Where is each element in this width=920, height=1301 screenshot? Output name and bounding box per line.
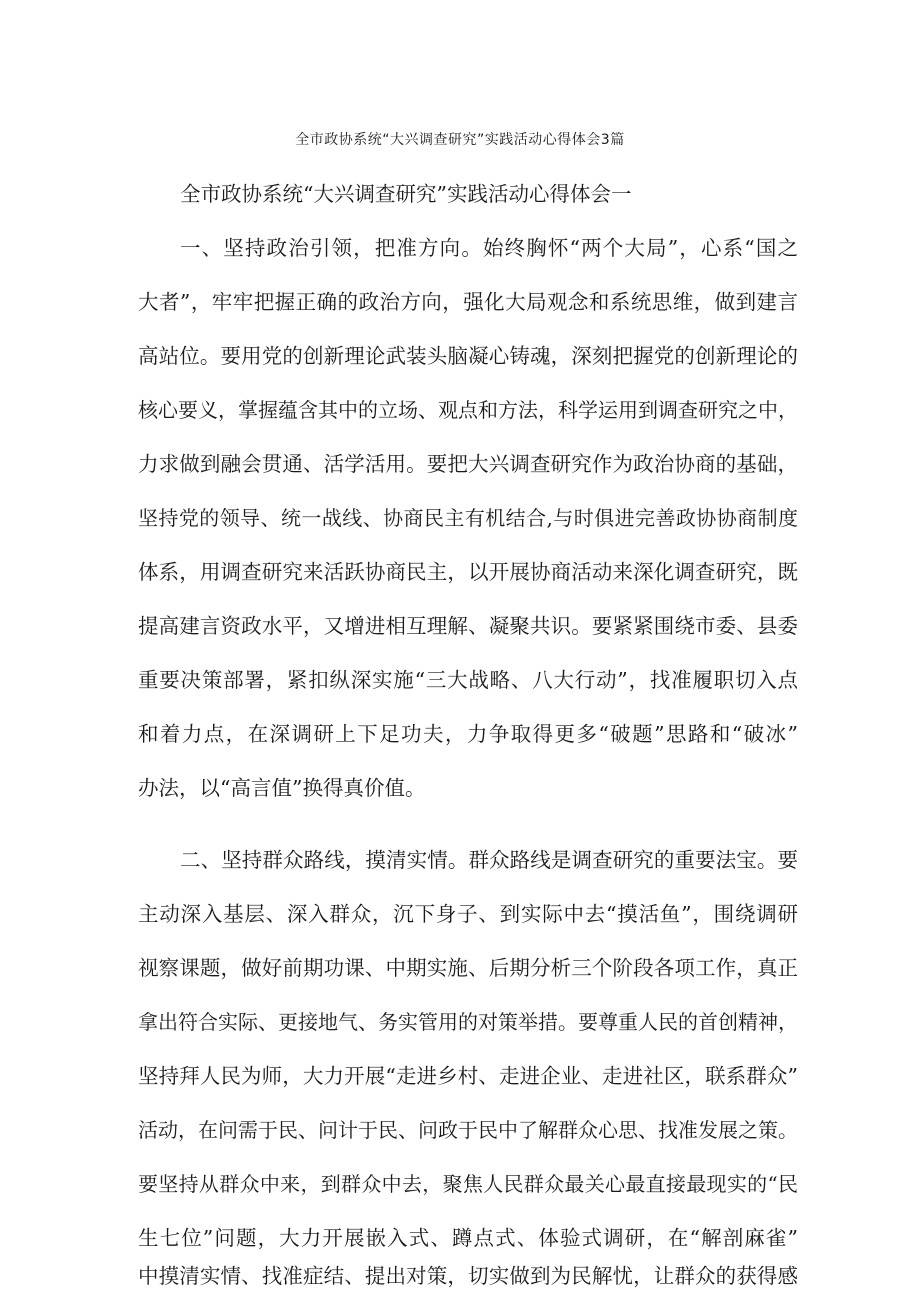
paragraph-line: 坚持党的领导、统一战线、协商民主有机结合,与时俱进完善政协协商制度: [138, 506, 798, 530]
paragraph-line: 活动，在问需于民、问计于民、问政于民中了解群众心思、找准发展之策。: [138, 1118, 798, 1142]
paragraph-line: 坚持拜人民为师，大力开展“走进乡村、走进企业、走进社区，联系群众”: [138, 1064, 798, 1088]
paragraph-line: 主动深入基层、深入群众，沉下身子、到实际中去“摸活鱼”，围绕调研: [138, 902, 798, 926]
paragraph-line: 力求做到融会贯通、活学活用。要把大兴调查研究作为政治协商的基础，: [138, 452, 798, 476]
paragraph-line: 和着力点，在深调研上下足功夫，力争取得更多“破题”思路和“破冰”: [138, 722, 798, 746]
paragraph-line: 高站位。要用党的创新理论武装头脑凝心铸魂，深刻把握党的创新理论的: [138, 344, 798, 368]
document-title: 全市政协系统“大兴调查研究”实践活动心得体会3篇: [295, 132, 625, 148]
paragraph-line: 体系，用调查研究来活跃协商民主，以开展协商活动来深化调查研究，既: [138, 560, 798, 584]
paragraph-line: 生七位”问题，大力开展嵌入式、蹲点式、体验式调研，在“解剖麻雀”: [138, 1226, 798, 1250]
paragraph-line: 大者”，牢牢把握正确的政治方向，强化大局观念和系统思维，做到建言: [138, 290, 798, 314]
paragraph-line: 二、坚持群众路线，摸清实情。群众路线是调查研究的重要法宝。要: [180, 848, 798, 872]
paragraph-line: 拿出符合实际、更接地气、务实管用的对策举措。要尊重人民的首创精神，: [138, 1010, 798, 1034]
paragraph-line: 提高建言资政水平，又增进相互理解、凝聚共识。要紧紧围绕市委、县委: [138, 614, 798, 638]
document-subtitle: 全市政协系统“大兴调查研究”实践活动心得体会一: [180, 182, 632, 206]
paragraph-line: 办法，以“高言值”换得真价值。: [138, 776, 426, 800]
paragraph-line: 重要决策部署，紧扣纵深实施“三大战略、八大行动”，找准履职切入点: [138, 668, 798, 692]
paragraph-line: 视察课题，做好前期功课、中期实施、后期分析三个阶段各项工作，真正: [138, 956, 798, 980]
paragraph-line: 核心要义，掌握蕴含其中的立场、观点和方法，科学运用到调查研究之中，: [138, 398, 798, 422]
paragraph-line: 一、坚持政治引领，把准方向。始终胸怀“两个大局”，心系“国之: [180, 236, 798, 260]
paragraph-line: 要坚持从群众中来，到群众中去，聚焦人民群众最关心最直接最现实的“民: [138, 1172, 798, 1196]
paragraph-line: 中摸清实情、找准症结、提出对策，切实做到为民解忧，让群众的获得感: [138, 1264, 798, 1288]
